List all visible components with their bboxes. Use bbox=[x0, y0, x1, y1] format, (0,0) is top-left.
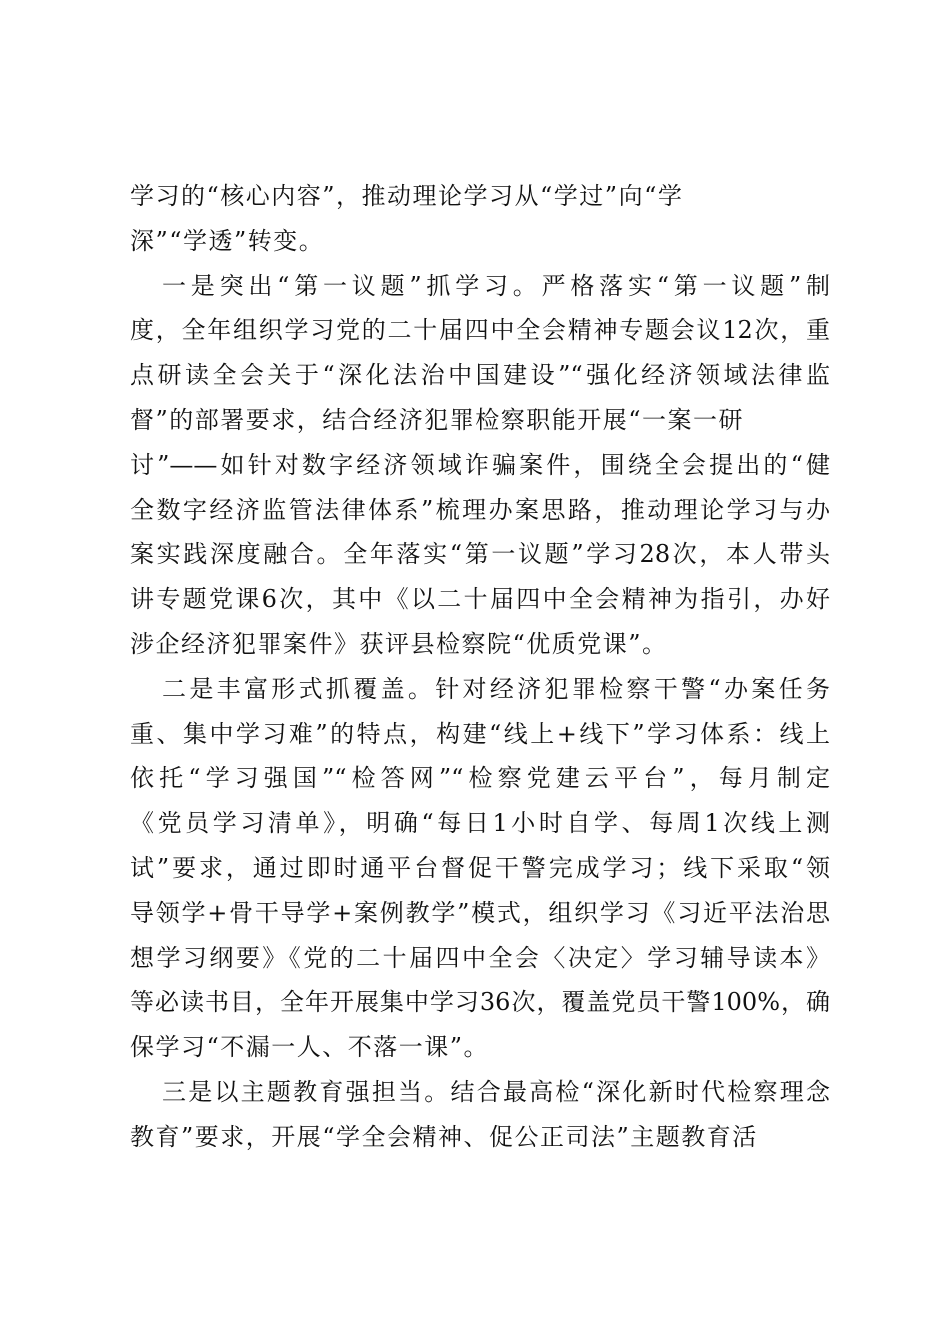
text-line: 涉企经济犯罪案件》获评县检察院“优质党课”。 bbox=[130, 629, 668, 658]
text-line: 教育”要求，开展“学全会精神、促公正司法”主题教育活 bbox=[130, 1122, 758, 1151]
text-line: 督”的部署要求，结合经济犯罪检察职能开展“一案一研 bbox=[130, 405, 745, 434]
text-line: 导领学+骨干导学+案例教学”模式，组织学习《习近平法治思 bbox=[130, 898, 830, 927]
text-line: 点研读全会关于“深化法治中国建设”“强化经济领域法律监 bbox=[130, 361, 830, 390]
text-line: 讲专题党课6次，其中《以二十届四中全会精神为指引，办好 bbox=[130, 585, 830, 614]
text-line: 全数字经济监管法律体系”梳理办案思路，推动理论学习与办 bbox=[130, 495, 830, 524]
text-line: 保学习“不漏一人、不落一课”。 bbox=[130, 1033, 490, 1062]
text-line: 深”“学透”转变。 bbox=[130, 226, 325, 255]
text-line: 想学习纲要》《党的二十届四中全会〈决定〉学习辅导读本》 bbox=[130, 943, 830, 972]
text-line: 讨”——如针对数字经济领域诈骗案件，围绕全会提出的“健 bbox=[130, 450, 830, 479]
document-body bbox=[130, 174, 830, 1160]
text-line: 二是丰富形式抓覆盖。针对经济犯罪检察干警“办案任务 bbox=[162, 674, 830, 703]
text-line: 案实践深度融合。全年落实“第一议题”学习28次，本人带头 bbox=[130, 540, 830, 569]
text-line: 等必读书目，全年开展集中学习36次，覆盖党员干警100%，确 bbox=[130, 988, 830, 1017]
text-line: 度，全年组织学习党的二十届四中全会精神专题会议12次，重 bbox=[130, 316, 830, 345]
text-line: 《党员学习清单》，明确“每日1小时自学、每周1次线上测 bbox=[130, 809, 830, 838]
text-line: 依托“学习强国”“检答网”“检察党建云平台”，每月制定 bbox=[130, 764, 830, 793]
text-line: 学习的“核心内容”，推动理论学习从“学过”向“学 bbox=[130, 182, 684, 210]
text-line: 一是突出“第一议题”抓学习。严格落实“第一议题”制 bbox=[162, 271, 830, 300]
text-line: 重、集中学习难”的特点，构建“线上+线下”学习体系：线上 bbox=[130, 719, 830, 748]
text-line: 试”要求，通过即时通平台督促干警完成学习；线下采取“领 bbox=[130, 853, 830, 882]
text-line: 三是以主题教育强担当。结合最高检“深化新时代检察理念 bbox=[162, 1077, 830, 1106]
